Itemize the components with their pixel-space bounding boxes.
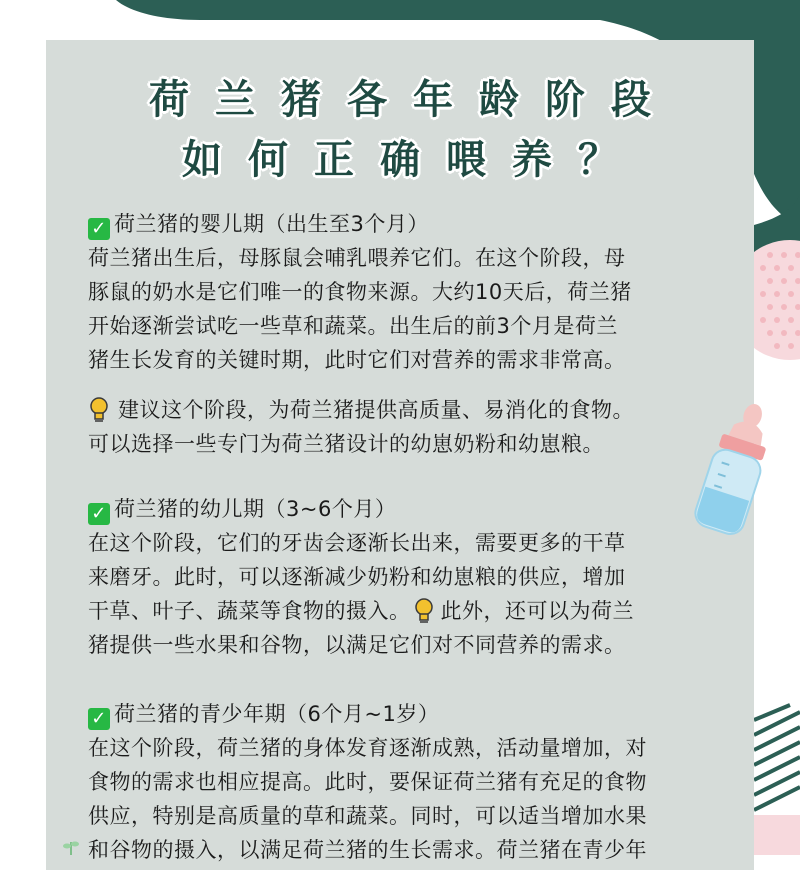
section-heading <box>88 207 738 241</box>
paragraph-line: 来磨牙。此时，可以逐渐减少奶粉和幼崽粮的供应，增加 <box>88 565 626 589</box>
paragraph-line: 供应，特别是高质量的草和蔬菜。同时，可以适当增加水果 <box>88 804 647 828</box>
paragraph-line: 猪生长发育的关键时期，此时它们对营养的需求非常高。 <box>88 348 626 372</box>
paragraph-line: 豚鼠的奶水是它们唯一的食物来源。大约10天后，荷兰猪 <box>88 280 632 304</box>
page-title-line2: 如何正确喂养？ <box>182 137 644 183</box>
paragraph-line: 食物的需求也相应提高。此时，要保证荷兰猪有充足的食物 <box>88 770 647 794</box>
section-toddler <box>88 492 738 662</box>
paragraph-line: 和谷物的摄入，以满足荷兰猪的生长需求。荷兰猪在青少年 <box>88 838 647 862</box>
check-mark-icon: ✓ <box>88 708 110 730</box>
light-bulb-icon <box>413 598 435 624</box>
section-infant-tip <box>88 393 738 461</box>
paragraph-line: 荷兰猪出生后，母豚鼠会哺乳喂养它们。在这个阶段，母 <box>88 246 626 270</box>
section-infant <box>88 207 738 377</box>
paragraph-line <box>88 594 738 628</box>
section-heading-text: 荷兰猪的青少年期（6个月~1岁） <box>114 702 440 726</box>
section-heading <box>88 492 738 526</box>
section-adolescent <box>88 697 738 867</box>
paragraph-line: 在这个阶段，它们的牙齿会逐渐长出来，需要更多的干草 <box>88 531 626 555</box>
check-mark-icon: ✓ <box>88 503 110 525</box>
check-mark-icon: ✓ <box>88 218 110 240</box>
leaf-icon <box>60 838 82 855</box>
light-bulb-icon <box>88 397 110 423</box>
tip-line: 可以选择一些专门为荷兰猪设计的幼崽奶粉和幼崽粮。 <box>88 432 604 456</box>
paragraph-line: 开始逐渐尝试吃一些草和蔬菜。出生后的前3个月是荷兰 <box>88 314 618 338</box>
page-title-line1: 荷兰猪各年龄阶段 <box>149 77 677 123</box>
paragraph-text: 此外，还可以为荷兰 <box>440 599 634 623</box>
paragraph-line: 在这个阶段，荷兰猪的身体发育逐渐成熟，活动量增加，对 <box>88 736 647 760</box>
section-heading <box>88 697 738 731</box>
tip-text: 建议这个阶段，为荷兰猪提供高质量、易消化的食物。 <box>118 398 634 422</box>
paragraph-text: 干草、叶子、蔬菜等食物的摄入。 <box>88 599 411 623</box>
tip-line <box>88 393 738 427</box>
section-heading-text: 荷兰猪的幼儿期（3~6个月） <box>114 497 397 521</box>
paragraph-line: 猪提供一些水果和谷物，以满足它们对不同营养的需求。 <box>88 633 626 657</box>
section-heading-text: 荷兰猪的婴儿期（出生至3个月） <box>114 212 429 236</box>
